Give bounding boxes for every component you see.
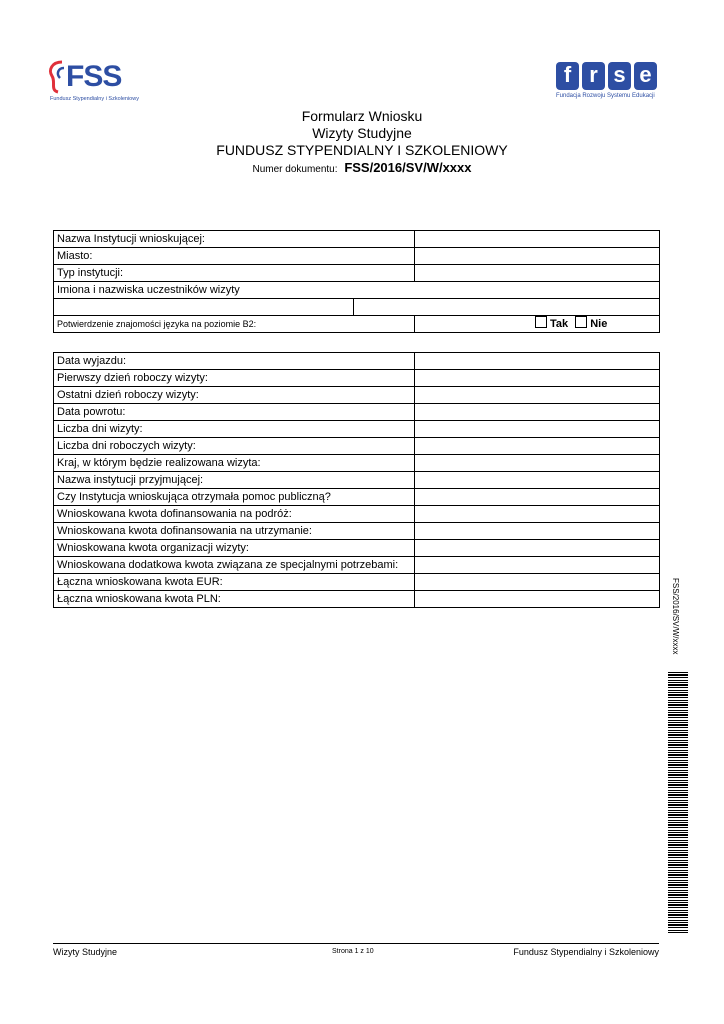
no-label: Nie [590,318,608,330]
title-line-1: Formularz Wniosku [301,108,423,124]
title-line-2: Wizyty Studyjne [312,125,412,141]
document-number-label: Numer dokumentu: [252,164,338,175]
value-field[interactable] [415,540,660,557]
value-field[interactable] [415,489,660,506]
table-row [54,421,660,438]
row-label: Nazwa instytucji przyjmującej: [54,472,415,489]
table-row [54,489,660,506]
frse-logo [556,62,666,106]
yes-label: Tak [550,318,569,330]
value-field[interactable] [415,421,660,438]
table-row [54,506,660,523]
table-row [54,299,660,316]
table-row [54,455,660,472]
frse-tile: f [556,62,579,90]
table-row [54,591,660,608]
institution-type-field[interactable] [415,265,660,282]
table-row [54,523,660,540]
frse-tile: s [608,62,631,90]
institution-name-field[interactable] [415,231,660,248]
row-label: Wnioskowana kwota organizacji wizyty: [54,540,415,557]
row-label: Kraj, w którym będzie realizowana wizyta: [54,455,415,472]
table-row [54,387,660,404]
row-label: Wnioskowana kwota dofinansowania na podróż: [54,506,415,523]
table-row [54,404,660,421]
table-row [54,316,660,333]
fss-logo [44,58,139,104]
value-field[interactable] [415,506,660,523]
language-confirmation-options [415,316,660,333]
row-label: Typ instytucji: [54,265,415,282]
value-field[interactable] [415,591,660,608]
applicant-table [53,230,660,333]
title-line-3: FUNDUSZ STYPENDIALNY I SZKOLENIOWY [216,142,508,158]
table-row [54,472,660,489]
fss-logo-subtitle: Fundusz Stypendialny i Szkoleniowy [50,96,139,102]
barcode-icon [668,672,688,934]
row-label: Wnioskowana kwota dofinansowania na utrzymanie: [54,523,415,540]
visit-details-table [53,352,660,608]
value-field[interactable] [415,370,660,387]
footer-divider [53,943,659,944]
side-document-code [666,578,686,658]
fss-logo-text: FSS [66,60,122,93]
participant-field[interactable] [354,299,660,316]
frse-logo-tiles [556,62,666,90]
value-field[interactable] [415,438,660,455]
table-row [54,540,660,557]
footer-right: Fundusz Stypendialny i Szkoleniowy [513,947,659,957]
row-label: Liczba dni wizyty: [54,421,415,438]
frse-tile: e [634,62,657,90]
value-field[interactable] [415,404,660,421]
table-row [54,282,660,299]
value-field[interactable] [415,557,660,574]
row-label: Ostatni dzień roboczy wizyty: [54,387,415,404]
footer-left: Wizyty Studyjne [53,947,118,957]
value-field[interactable] [415,472,660,489]
table-row [54,248,660,265]
document-title [0,108,724,175]
page-number: Strona 1 z 10 [332,948,374,955]
table-row [54,438,660,455]
table-row [54,557,660,574]
table-row [54,231,660,248]
side-document-code-text: FSS/2016/SV/W/xxxx [671,578,680,655]
value-field[interactable] [415,574,660,591]
value-field[interactable] [415,455,660,472]
table-row [54,353,660,370]
table-row [54,370,660,387]
frse-logo-subtitle: Fundacja Rozwoju Systemu Edukacji [556,93,655,99]
row-label: Łączna wnioskowana kwota EUR: [54,574,415,591]
table-row [54,265,660,282]
no-checkbox[interactable] [575,316,587,328]
city-field[interactable] [415,248,660,265]
row-label: Czy Instytucja wnioskująca otrzymała pomoc publiczną? [54,489,415,506]
value-field[interactable] [415,387,660,404]
frse-tile: r [582,62,605,90]
row-label: Nazwa Instytucji wnioskującej: [54,231,415,248]
language-confirmation-label: Potwierdzenie znajomości języka na poziomie B2: [54,316,415,333]
row-label: Łączna wnioskowana kwota PLN: [54,591,415,608]
row-label: Miasto: [54,248,415,265]
table-row [54,574,660,591]
value-field[interactable] [415,523,660,540]
participants-label: Imiona i nazwiska uczestników wizyty [54,282,660,299]
participant-field[interactable] [54,299,354,316]
row-label: Pierwszy dzień roboczy wizyty: [54,370,415,387]
document-number [0,160,724,175]
value-field[interactable] [415,353,660,370]
yes-checkbox[interactable] [535,316,547,328]
row-label: Data powrotu: [54,404,415,421]
row-label: Liczba dni roboczych wizyty: [54,438,415,455]
row-label: Wnioskowana dodatkowa kwota związana ze specjalnymi potrzebami: [54,557,415,574]
row-label: Data wyjazdu: [54,353,415,370]
document-number-value: FSS/2016/SV/W/xxxx [344,160,472,175]
